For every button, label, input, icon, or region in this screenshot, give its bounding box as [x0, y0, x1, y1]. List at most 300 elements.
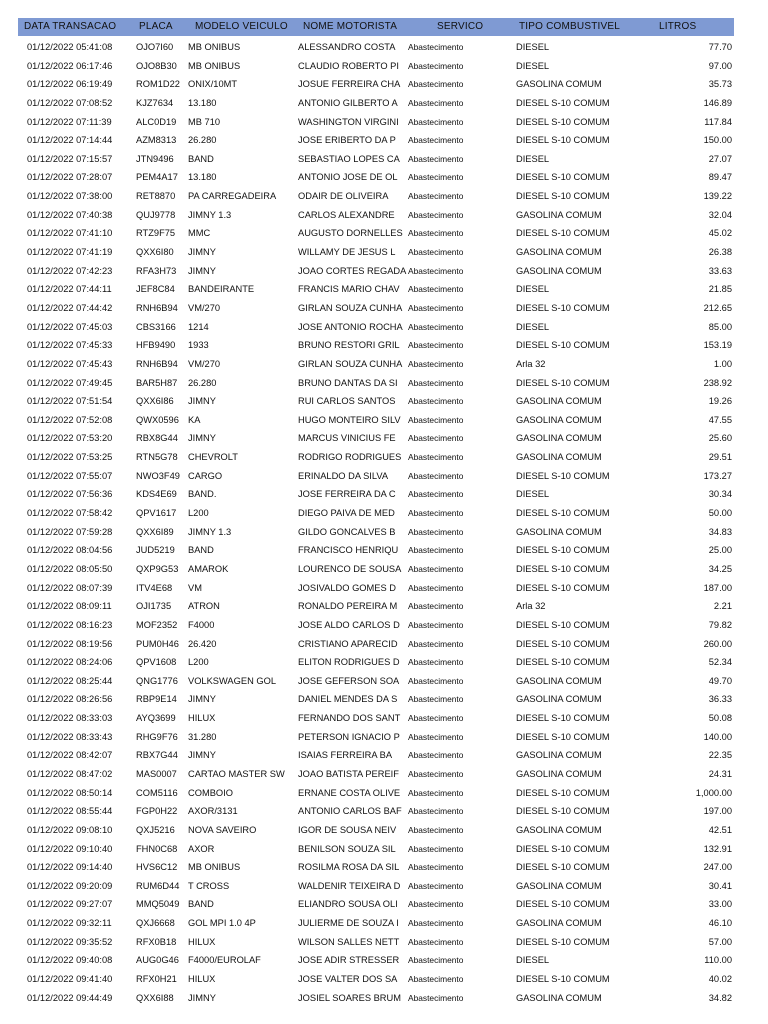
table-row[interactable]: [0, 541, 768, 560]
cell-nome-motorista[interactable]: JOAO CORTES REGADA: [298, 265, 407, 276]
cell-data-transacao[interactable]: 01/12/2022 08:33:03: [27, 713, 113, 724]
table-row[interactable]: [0, 280, 768, 299]
cell-data-transacao[interactable]: 01/12/2022 08:26:56: [27, 694, 113, 705]
cell-servico[interactable]: Abastecimento: [408, 358, 464, 369]
cell-data-transacao[interactable]: 01/12/2022 08:19:56: [27, 638, 113, 649]
cell-placa[interactable]: JUD5219: [136, 545, 175, 556]
table-row[interactable]: [0, 933, 768, 952]
cell-nome-motorista[interactable]: FRANCISCO HENRIQU: [298, 545, 399, 556]
table-row[interactable]: [0, 560, 768, 579]
cell-nome-motorista[interactable]: IGOR DE SOUSA NEIV: [298, 824, 397, 835]
cell-nome-motorista[interactable]: WILSON SALLES NETT: [298, 936, 400, 947]
cell-modelo-veiculo[interactable]: BAND: [188, 899, 214, 910]
cell-nome-motorista[interactable]: ANTONIO GILBERTO A: [298, 97, 398, 108]
cell-litros[interactable]: 27.07: [708, 153, 732, 164]
cell-litros[interactable]: 34.82: [708, 992, 732, 1003]
cell-nome-motorista[interactable]: GIRLAN SOUZA CUNHA: [298, 302, 403, 313]
cell-placa[interactable]: QUJ9778: [136, 209, 176, 220]
cell-data-transacao[interactable]: 01/12/2022 05:41:08: [27, 42, 113, 52]
cell-servico[interactable]: Abastecimento: [408, 396, 464, 407]
cell-placa[interactable]: RHG9F76: [136, 731, 178, 742]
cell-modelo-veiculo[interactable]: T CROSS: [188, 880, 230, 891]
cell-nome-motorista[interactable]: GILDO GONCALVES B: [298, 526, 396, 537]
cell-servico[interactable]: Abastecimento: [408, 414, 464, 425]
cell-servico[interactable]: Abastecimento: [408, 452, 464, 463]
cell-servico[interactable]: Abastecimento: [408, 153, 464, 164]
cell-nome-motorista[interactable]: JOSE GEFERSON SOA: [298, 675, 400, 686]
cell-data-transacao[interactable]: 01/12/2022 07:45:03: [27, 321, 113, 332]
cell-nome-motorista[interactable]: RODRIGO RODRIGUES: [298, 452, 402, 463]
cell-tipo-combustivel[interactable]: DIESEL: [516, 284, 550, 295]
cell-nome-motorista[interactable]: ANTONIO CARLOS BAF: [298, 806, 402, 817]
cell-data-transacao[interactable]: 01/12/2022 08:42:07: [27, 750, 113, 761]
cell-data-transacao[interactable]: 01/12/2022 08:07:39: [27, 582, 113, 593]
cell-nome-motorista[interactable]: HUGO MONTEIRO SILV: [298, 414, 401, 425]
cell-servico[interactable]: Abastecimento: [408, 768, 464, 779]
cell-data-transacao[interactable]: 01/12/2022 07:11:39: [27, 116, 112, 127]
cell-placa[interactable]: QPV1608: [136, 657, 177, 668]
cell-nome-motorista[interactable]: SEBASTIAO LOPES CA: [298, 153, 400, 164]
cell-tipo-combustivel[interactable]: DIESEL S-10 COMUM: [516, 508, 610, 519]
cell-placa[interactable]: QXP9G53: [136, 563, 179, 574]
header-tipo-combustivel[interactable]: TIPO COMBUSTIVEL: [519, 21, 620, 32]
cell-modelo-veiculo[interactable]: ONIX/10MT: [188, 79, 238, 90]
cell-servico[interactable]: Abastecimento: [408, 489, 464, 500]
cell-modelo-veiculo[interactable]: JIMNY: [188, 265, 216, 276]
cell-modelo-veiculo[interactable]: 13.180: [188, 172, 217, 183]
cell-litros[interactable]: 173.27: [703, 470, 732, 481]
cell-modelo-veiculo[interactable]: HILUX: [188, 936, 216, 947]
cell-litros[interactable]: 2.21: [713, 601, 732, 612]
cell-tipo-combustivel[interactable]: Arla 32: [516, 358, 546, 369]
cell-litros[interactable]: 33.00: [708, 899, 732, 910]
header-litros[interactable]: LITROS: [659, 21, 697, 32]
cell-data-transacao[interactable]: 01/12/2022 09:40:08: [27, 955, 113, 966]
table-row[interactable]: [0, 94, 768, 113]
table-row[interactable]: [0, 635, 768, 654]
cell-tipo-combustivel[interactable]: DIESEL S-10 COMUM: [516, 97, 610, 108]
cell-litros[interactable]: 30.41: [708, 880, 732, 891]
cell-nome-motorista[interactable]: ERNANE COSTA OLIVE: [298, 787, 401, 798]
cell-tipo-combustivel[interactable]: DIESEL: [516, 60, 550, 71]
cell-litros[interactable]: 187.00: [703, 582, 732, 593]
cell-modelo-veiculo[interactable]: MMC: [188, 228, 211, 239]
cell-litros[interactable]: 52.34: [708, 657, 732, 668]
cell-modelo-veiculo[interactable]: PA CARREGADEIRA: [188, 191, 277, 202]
cell-tipo-combustivel[interactable]: DIESEL: [516, 955, 550, 966]
cell-litros[interactable]: 150.00: [703, 135, 732, 146]
cell-nome-motorista[interactable]: JULIERME DE SOUZA I: [298, 918, 399, 929]
cell-servico[interactable]: Abastecimento: [408, 601, 464, 612]
cell-placa[interactable]: ROM1D22: [136, 79, 180, 90]
cell-data-transacao[interactable]: 01/12/2022 08:16:23: [27, 619, 113, 630]
cell-modelo-veiculo[interactable]: BAND.: [188, 489, 217, 500]
table-row[interactable]: [0, 411, 768, 430]
cell-modelo-veiculo[interactable]: 31.280: [188, 731, 217, 742]
cell-litros[interactable]: 50.00: [708, 508, 732, 519]
cell-data-transacao[interactable]: 01/12/2022 07:45:43: [27, 358, 113, 369]
cell-litros[interactable]: 35.73: [708, 79, 732, 90]
cell-litros[interactable]: 21.85: [708, 284, 732, 295]
cell-data-transacao[interactable]: 01/12/2022 07:53:25: [27, 452, 113, 463]
cell-placa[interactable]: AUG0G46: [136, 955, 179, 966]
cell-modelo-veiculo[interactable]: AXOR/3131: [188, 806, 238, 817]
cell-tipo-combustivel[interactable]: DIESEL S-10 COMUM: [516, 172, 610, 183]
cell-tipo-combustivel[interactable]: GASOLINA COMUM: [516, 396, 602, 407]
cell-modelo-veiculo[interactable]: BAND: [188, 545, 214, 556]
cell-placa[interactable]: RUM6D44: [136, 880, 180, 891]
cell-placa[interactable]: RNH6B94: [136, 358, 178, 369]
cell-modelo-veiculo[interactable]: 1214: [188, 321, 209, 332]
cell-nome-motorista[interactable]: WILLAMY DE JESUS L: [298, 247, 396, 258]
cell-placa[interactable]: RBX7G44: [136, 750, 178, 761]
cell-litros[interactable]: 89.47: [708, 172, 732, 183]
cell-placa[interactable]: ALC0D19: [136, 116, 177, 127]
cell-nome-motorista[interactable]: DANIEL MENDES DA S: [298, 694, 398, 705]
table-row[interactable]: [0, 243, 768, 262]
table-row[interactable]: [0, 485, 768, 504]
cell-placa[interactable]: QPV1617: [136, 508, 177, 519]
cell-modelo-veiculo[interactable]: MB ONIBUS: [188, 60, 241, 71]
cell-litros[interactable]: 36.33: [708, 694, 732, 705]
cell-data-transacao[interactable]: 01/12/2022 07:55:07: [27, 470, 113, 481]
cell-nome-motorista[interactable]: GIRLAN SOUZA CUNHA: [298, 358, 403, 369]
table-row[interactable]: [0, 821, 768, 840]
cell-litros[interactable]: 97.00: [708, 60, 732, 71]
cell-litros[interactable]: 30.34: [708, 489, 732, 500]
cell-servico[interactable]: Abastecimento: [408, 97, 464, 108]
cell-litros[interactable]: 33.63: [708, 265, 732, 276]
cell-data-transacao[interactable]: 01/12/2022 08:50:14: [27, 787, 113, 798]
cell-servico[interactable]: Abastecimento: [408, 563, 464, 574]
table-row[interactable]: [0, 690, 768, 709]
cell-modelo-veiculo[interactable]: 1933: [188, 340, 209, 351]
table-row[interactable]: [0, 150, 768, 169]
cell-nome-motorista[interactable]: ODAIR DE OLIVEIRA: [298, 191, 389, 202]
cell-modelo-veiculo[interactable]: NOVA SAVEIRO: [188, 824, 257, 835]
cell-placa[interactable]: PEM4A17: [136, 172, 178, 183]
table-row[interactable]: [0, 914, 768, 933]
table-row[interactable]: [0, 951, 768, 970]
cell-litros[interactable]: 110.00: [704, 955, 732, 966]
table-row[interactable]: [0, 989, 768, 1008]
cell-litros[interactable]: 1,000.00: [695, 787, 732, 798]
cell-tipo-combustivel[interactable]: DIESEL S-10 COMUM: [516, 563, 610, 574]
table-row[interactable]: [0, 206, 768, 225]
cell-placa[interactable]: RFX0H21: [136, 974, 177, 985]
cell-servico[interactable]: Abastecimento: [408, 470, 464, 481]
header-servico[interactable]: SERVICO: [437, 21, 484, 32]
cell-data-transacao[interactable]: 01/12/2022 09:10:40: [27, 843, 113, 854]
table-row[interactable]: [0, 38, 768, 57]
cell-data-transacao[interactable]: 01/12/2022 09:32:11: [27, 918, 112, 929]
cell-nome-motorista[interactable]: WALDENIR TEIXEIRA D: [298, 880, 401, 891]
cell-data-transacao[interactable]: 01/12/2022 08:33:43: [27, 731, 113, 742]
cell-placa[interactable]: QXX6I89: [136, 526, 174, 537]
cell-litros[interactable]: 32.04: [708, 209, 732, 220]
cell-placa[interactable]: QXJ5216: [136, 824, 175, 835]
cell-modelo-veiculo[interactable]: MB 710: [188, 116, 221, 127]
cell-tipo-combustivel[interactable]: GASOLINA COMUM: [516, 992, 602, 1003]
cell-servico[interactable]: Abastecimento: [408, 806, 464, 817]
cell-modelo-veiculo[interactable]: JIMNY: [188, 433, 216, 444]
table-row[interactable]: [0, 672, 768, 691]
table-row[interactable]: [0, 523, 768, 542]
cell-tipo-combustivel[interactable]: DIESEL S-10 COMUM: [516, 135, 610, 146]
cell-modelo-veiculo[interactable]: JIMNY 1.3: [188, 526, 232, 537]
cell-data-transacao[interactable]: 01/12/2022 06:19:49: [27, 79, 113, 90]
cell-servico[interactable]: Abastecimento: [408, 321, 464, 332]
cell-litros[interactable]: 46.10: [708, 918, 732, 929]
cell-placa[interactable]: OJO7I60: [136, 42, 174, 52]
cell-placa[interactable]: RFX0B18: [136, 936, 177, 947]
cell-servico[interactable]: Abastecimento: [408, 582, 464, 593]
cell-servico[interactable]: Abastecimento: [408, 172, 464, 183]
table-row[interactable]: [0, 168, 768, 187]
cell-placa[interactable]: RET8870: [136, 191, 176, 202]
cell-tipo-combustivel[interactable]: GASOLINA COMUM: [516, 209, 602, 220]
table-row[interactable]: [0, 392, 768, 411]
cell-tipo-combustivel[interactable]: GASOLINA COMUM: [516, 880, 602, 891]
cell-modelo-veiculo[interactable]: KA: [188, 414, 201, 425]
cell-data-transacao[interactable]: 01/12/2022 08:04:56: [27, 545, 113, 556]
cell-nome-motorista[interactable]: JOSIVALDO GOMES D: [298, 582, 396, 593]
cell-nome-motorista[interactable]: ALESSANDRO COSTA: [298, 42, 396, 52]
cell-placa[interactable]: RFA3H73: [136, 265, 177, 276]
cell-litros[interactable]: 153.19: [703, 340, 732, 351]
cell-servico[interactable]: Abastecimento: [408, 209, 464, 220]
cell-nome-motorista[interactable]: AUGUSTO DORNELLES: [298, 228, 403, 239]
cell-tipo-combustivel[interactable]: DIESEL S-10 COMUM: [516, 377, 610, 388]
cell-tipo-combustivel[interactable]: DIESEL S-10 COMUM: [516, 731, 610, 742]
cell-modelo-veiculo[interactable]: JIMNY: [188, 247, 216, 258]
cell-litros[interactable]: 24.31: [708, 768, 732, 779]
cell-nome-motorista[interactable]: JOAO BATISTA PEREIF: [298, 768, 399, 779]
cell-servico[interactable]: Abastecimento: [408, 265, 464, 276]
cell-litros[interactable]: 1.00: [713, 358, 732, 369]
cell-nome-motorista[interactable]: ISAIAS FERREIRA BA: [298, 750, 393, 761]
cell-data-transacao[interactable]: 01/12/2022 09:27:07: [27, 899, 113, 910]
cell-modelo-veiculo[interactable]: GOL MPI 1.0 4P: [188, 918, 256, 929]
table-row[interactable]: [0, 355, 768, 374]
cell-placa[interactable]: AZM8313: [136, 135, 177, 146]
table-row[interactable]: [0, 374, 768, 393]
table-row[interactable]: [0, 877, 768, 896]
cell-nome-motorista[interactable]: BRUNO DANTAS DA SI: [298, 377, 398, 388]
cell-placa[interactable]: KDS4E69: [136, 489, 177, 500]
cell-data-transacao[interactable]: 01/12/2022 07:38:00: [27, 191, 113, 202]
cell-litros[interactable]: 77.70: [708, 42, 732, 52]
cell-tipo-combustivel[interactable]: GASOLINA COMUM: [516, 750, 602, 761]
cell-litros[interactable]: 57.00: [708, 936, 732, 947]
table-row[interactable]: [0, 131, 768, 150]
cell-tipo-combustivel[interactable]: GASOLINA COMUM: [516, 265, 602, 276]
cell-tipo-combustivel[interactable]: DIESEL S-10 COMUM: [516, 191, 610, 202]
cell-servico[interactable]: Abastecimento: [408, 694, 464, 705]
cell-litros[interactable]: 139.22: [703, 191, 732, 202]
cell-servico[interactable]: Abastecimento: [408, 545, 464, 556]
cell-data-transacao[interactable]: 01/12/2022 07:56:36: [27, 489, 113, 500]
cell-placa[interactable]: MOF2352: [136, 619, 178, 630]
cell-litros[interactable]: 25.60: [708, 433, 732, 444]
cell-data-transacao[interactable]: 01/12/2022 09:20:09: [27, 880, 113, 891]
cell-litros[interactable]: 197.00: [703, 806, 732, 817]
cell-placa[interactable]: QXX6I80: [136, 247, 174, 258]
cell-tipo-combustivel[interactable]: GASOLINA COMUM: [516, 433, 602, 444]
cell-tipo-combustivel[interactable]: DIESEL S-10 COMUM: [516, 340, 610, 351]
cell-litros[interactable]: 238.92: [703, 377, 732, 388]
cell-placa[interactable]: ITV4E68: [136, 582, 173, 593]
table-row[interactable]: [0, 597, 768, 616]
cell-nome-motorista[interactable]: CRISTIANO APARECID: [298, 638, 398, 649]
cell-nome-motorista[interactable]: JOSIEL SOARES BRUM: [298, 992, 401, 1003]
cell-placa[interactable]: QXX6I88: [136, 992, 174, 1003]
cell-placa[interactable]: MMQ5049: [136, 899, 180, 910]
cell-data-transacao[interactable]: 01/12/2022 07:41:19: [27, 247, 113, 258]
cell-placa[interactable]: JEF8C84: [136, 284, 175, 295]
cell-servico[interactable]: Abastecimento: [408, 42, 464, 52]
cell-tipo-combustivel[interactable]: DIESEL S-10 COMUM: [516, 843, 610, 854]
cell-modelo-veiculo[interactable]: 26.280: [188, 135, 217, 146]
cell-tipo-combustivel[interactable]: GASOLINA COMUM: [516, 918, 602, 929]
cell-servico[interactable]: Abastecimento: [408, 731, 464, 742]
cell-litros[interactable]: 29.51: [708, 452, 732, 463]
cell-modelo-veiculo[interactable]: MB ONIBUS: [188, 42, 241, 52]
cell-servico[interactable]: Abastecimento: [408, 247, 464, 258]
cell-placa[interactable]: PUM0H46: [136, 638, 179, 649]
cell-litros[interactable]: 40.02: [708, 974, 732, 985]
cell-tipo-combustivel[interactable]: DIESEL S-10 COMUM: [516, 545, 610, 556]
cell-nome-motorista[interactable]: BRUNO RESTORI GRIL: [298, 340, 400, 351]
cell-modelo-veiculo[interactable]: VM/270: [188, 358, 221, 369]
cell-modelo-veiculo[interactable]: MB ONIBUS: [188, 862, 241, 873]
table-row[interactable]: [0, 224, 768, 243]
cell-litros[interactable]: 26.38: [708, 247, 732, 258]
cell-litros[interactable]: 132.91: [703, 843, 732, 854]
cell-data-transacao[interactable]: 01/12/2022 09:14:40: [27, 862, 113, 873]
cell-modelo-veiculo[interactable]: JIMNY: [188, 992, 216, 1003]
cell-data-transacao[interactable]: 01/12/2022 07:44:42: [27, 302, 113, 313]
cell-servico[interactable]: Abastecimento: [408, 191, 464, 202]
cell-litros[interactable]: 22.35: [708, 750, 732, 761]
cell-tipo-combustivel[interactable]: DIESEL: [516, 489, 550, 500]
cell-placa[interactable]: MAS0007: [136, 768, 177, 779]
cell-tipo-combustivel[interactable]: DIESEL: [516, 42, 550, 52]
cell-data-transacao[interactable]: 01/12/2022 06:17:46: [27, 60, 113, 71]
table-row[interactable]: [0, 895, 768, 914]
cell-servico[interactable]: Abastecimento: [408, 974, 464, 985]
cell-nome-motorista[interactable]: BENILSON SOUZA SIL: [298, 843, 396, 854]
cell-tipo-combustivel[interactable]: DIESEL S-10 COMUM: [516, 936, 610, 947]
cell-servico[interactable]: Abastecimento: [408, 638, 464, 649]
table-row[interactable]: [0, 467, 768, 486]
cell-data-transacao[interactable]: 01/12/2022 08:09:11: [27, 601, 112, 612]
cell-placa[interactable]: KJZ7634: [136, 97, 174, 108]
table-row[interactable]: [0, 653, 768, 672]
table-row[interactable]: [0, 616, 768, 635]
cell-modelo-veiculo[interactable]: HILUX: [188, 713, 216, 724]
cell-data-transacao[interactable]: 01/12/2022 07:40:38: [27, 209, 113, 220]
cell-placa[interactable]: QWX0596: [136, 414, 179, 425]
cell-servico[interactable]: Abastecimento: [408, 675, 464, 686]
cell-servico[interactable]: Abastecimento: [408, 992, 464, 1003]
table-row[interactable]: [0, 709, 768, 728]
cell-data-transacao[interactable]: 01/12/2022 08:24:06: [27, 657, 113, 668]
cell-servico[interactable]: Abastecimento: [408, 843, 464, 854]
cell-placa[interactable]: RBX8G44: [136, 433, 178, 444]
cell-tipo-combustivel[interactable]: DIESEL S-10 COMUM: [516, 713, 610, 724]
cell-placa[interactable]: QXX6I86: [136, 396, 174, 407]
cell-modelo-veiculo[interactable]: CARTAO MASTER SW: [188, 768, 285, 779]
table-row[interactable]: [0, 579, 768, 598]
cell-placa[interactable]: CBS3166: [136, 321, 176, 332]
cell-tipo-combustivel[interactable]: Arla 32: [516, 601, 546, 612]
cell-tipo-combustivel[interactable]: GASOLINA COMUM: [516, 675, 602, 686]
cell-modelo-veiculo[interactable]: JIMNY: [188, 694, 216, 705]
cell-litros[interactable]: 85.00: [708, 321, 732, 332]
table-row[interactable]: [0, 299, 768, 318]
cell-placa[interactable]: HFB9490: [136, 340, 176, 351]
cell-placa[interactable]: NWO3F49: [136, 470, 180, 481]
header-modelo-veiculo[interactable]: MODELO VEICULO: [195, 21, 288, 32]
cell-tipo-combustivel[interactable]: DIESEL S-10 COMUM: [516, 899, 610, 910]
cell-servico[interactable]: Abastecimento: [408, 787, 464, 798]
cell-nome-motorista[interactable]: JOSUE FERREIRA CHA: [298, 79, 401, 90]
table-row[interactable]: [0, 784, 768, 803]
cell-litros[interactable]: 42.51: [708, 824, 732, 835]
cell-modelo-veiculo[interactable]: VM/270: [188, 302, 221, 313]
header-placa[interactable]: PLACA: [139, 21, 173, 32]
cell-litros[interactable]: 45.02: [708, 228, 732, 239]
cell-servico[interactable]: Abastecimento: [408, 619, 464, 630]
cell-nome-motorista[interactable]: PETERSON IGNACIO P: [298, 731, 400, 742]
cell-tipo-combustivel[interactable]: GASOLINA COMUM: [516, 526, 602, 537]
cell-data-transacao[interactable]: 01/12/2022 07:44:11: [27, 284, 112, 295]
cell-placa[interactable]: BAR5H87: [136, 377, 178, 388]
table-row[interactable]: [0, 429, 768, 448]
cell-tipo-combustivel[interactable]: DIESEL S-10 COMUM: [516, 228, 610, 239]
cell-litros[interactable]: 25.00: [708, 545, 732, 556]
cell-tipo-combustivel[interactable]: DIESEL S-10 COMUM: [516, 787, 610, 798]
cell-modelo-veiculo[interactable]: CARGO: [188, 470, 223, 481]
cell-nome-motorista[interactable]: JOSE ERIBERTO DA P: [298, 135, 396, 146]
cell-modelo-veiculo[interactable]: L200: [188, 657, 209, 668]
cell-data-transacao[interactable]: 01/12/2022 09:35:52: [27, 936, 113, 947]
cell-servico[interactable]: Abastecimento: [408, 135, 464, 146]
cell-nome-motorista[interactable]: JOSE ANTONIO ROCHA: [298, 321, 403, 332]
table-row[interactable]: [0, 970, 768, 989]
cell-placa[interactable]: QNG1776: [136, 675, 178, 686]
cell-litros[interactable]: 212.65: [703, 302, 732, 313]
cell-litros[interactable]: 50.08: [708, 713, 732, 724]
cell-tipo-combustivel[interactable]: DIESEL S-10 COMUM: [516, 862, 610, 873]
cell-nome-motorista[interactable]: MARCUS VINICIUS FE: [298, 433, 396, 444]
table-row[interactable]: [0, 187, 768, 206]
cell-placa[interactable]: JTN9496: [136, 153, 174, 164]
cell-data-transacao[interactable]: 01/12/2022 08:55:44: [27, 806, 113, 817]
cell-tipo-combustivel[interactable]: GASOLINA COMUM: [516, 824, 602, 835]
cell-servico[interactable]: Abastecimento: [408, 657, 464, 668]
cell-placa[interactable]: QXJ6668: [136, 918, 175, 929]
cell-tipo-combustivel[interactable]: GASOLINA COMUM: [516, 452, 602, 463]
cell-data-transacao[interactable]: 01/12/2022 07:59:28: [27, 526, 113, 537]
cell-servico[interactable]: Abastecimento: [408, 713, 464, 724]
header-data-transacao[interactable]: DATA TRANSACAO: [24, 21, 117, 32]
cell-nome-motorista[interactable]: JOSE ALDO CARLOS D: [298, 619, 400, 630]
cell-modelo-veiculo[interactable]: VOLKSWAGEN GOL: [188, 675, 276, 686]
cell-litros[interactable]: 146.89: [703, 97, 732, 108]
cell-placa[interactable]: RBP9E14: [136, 694, 177, 705]
